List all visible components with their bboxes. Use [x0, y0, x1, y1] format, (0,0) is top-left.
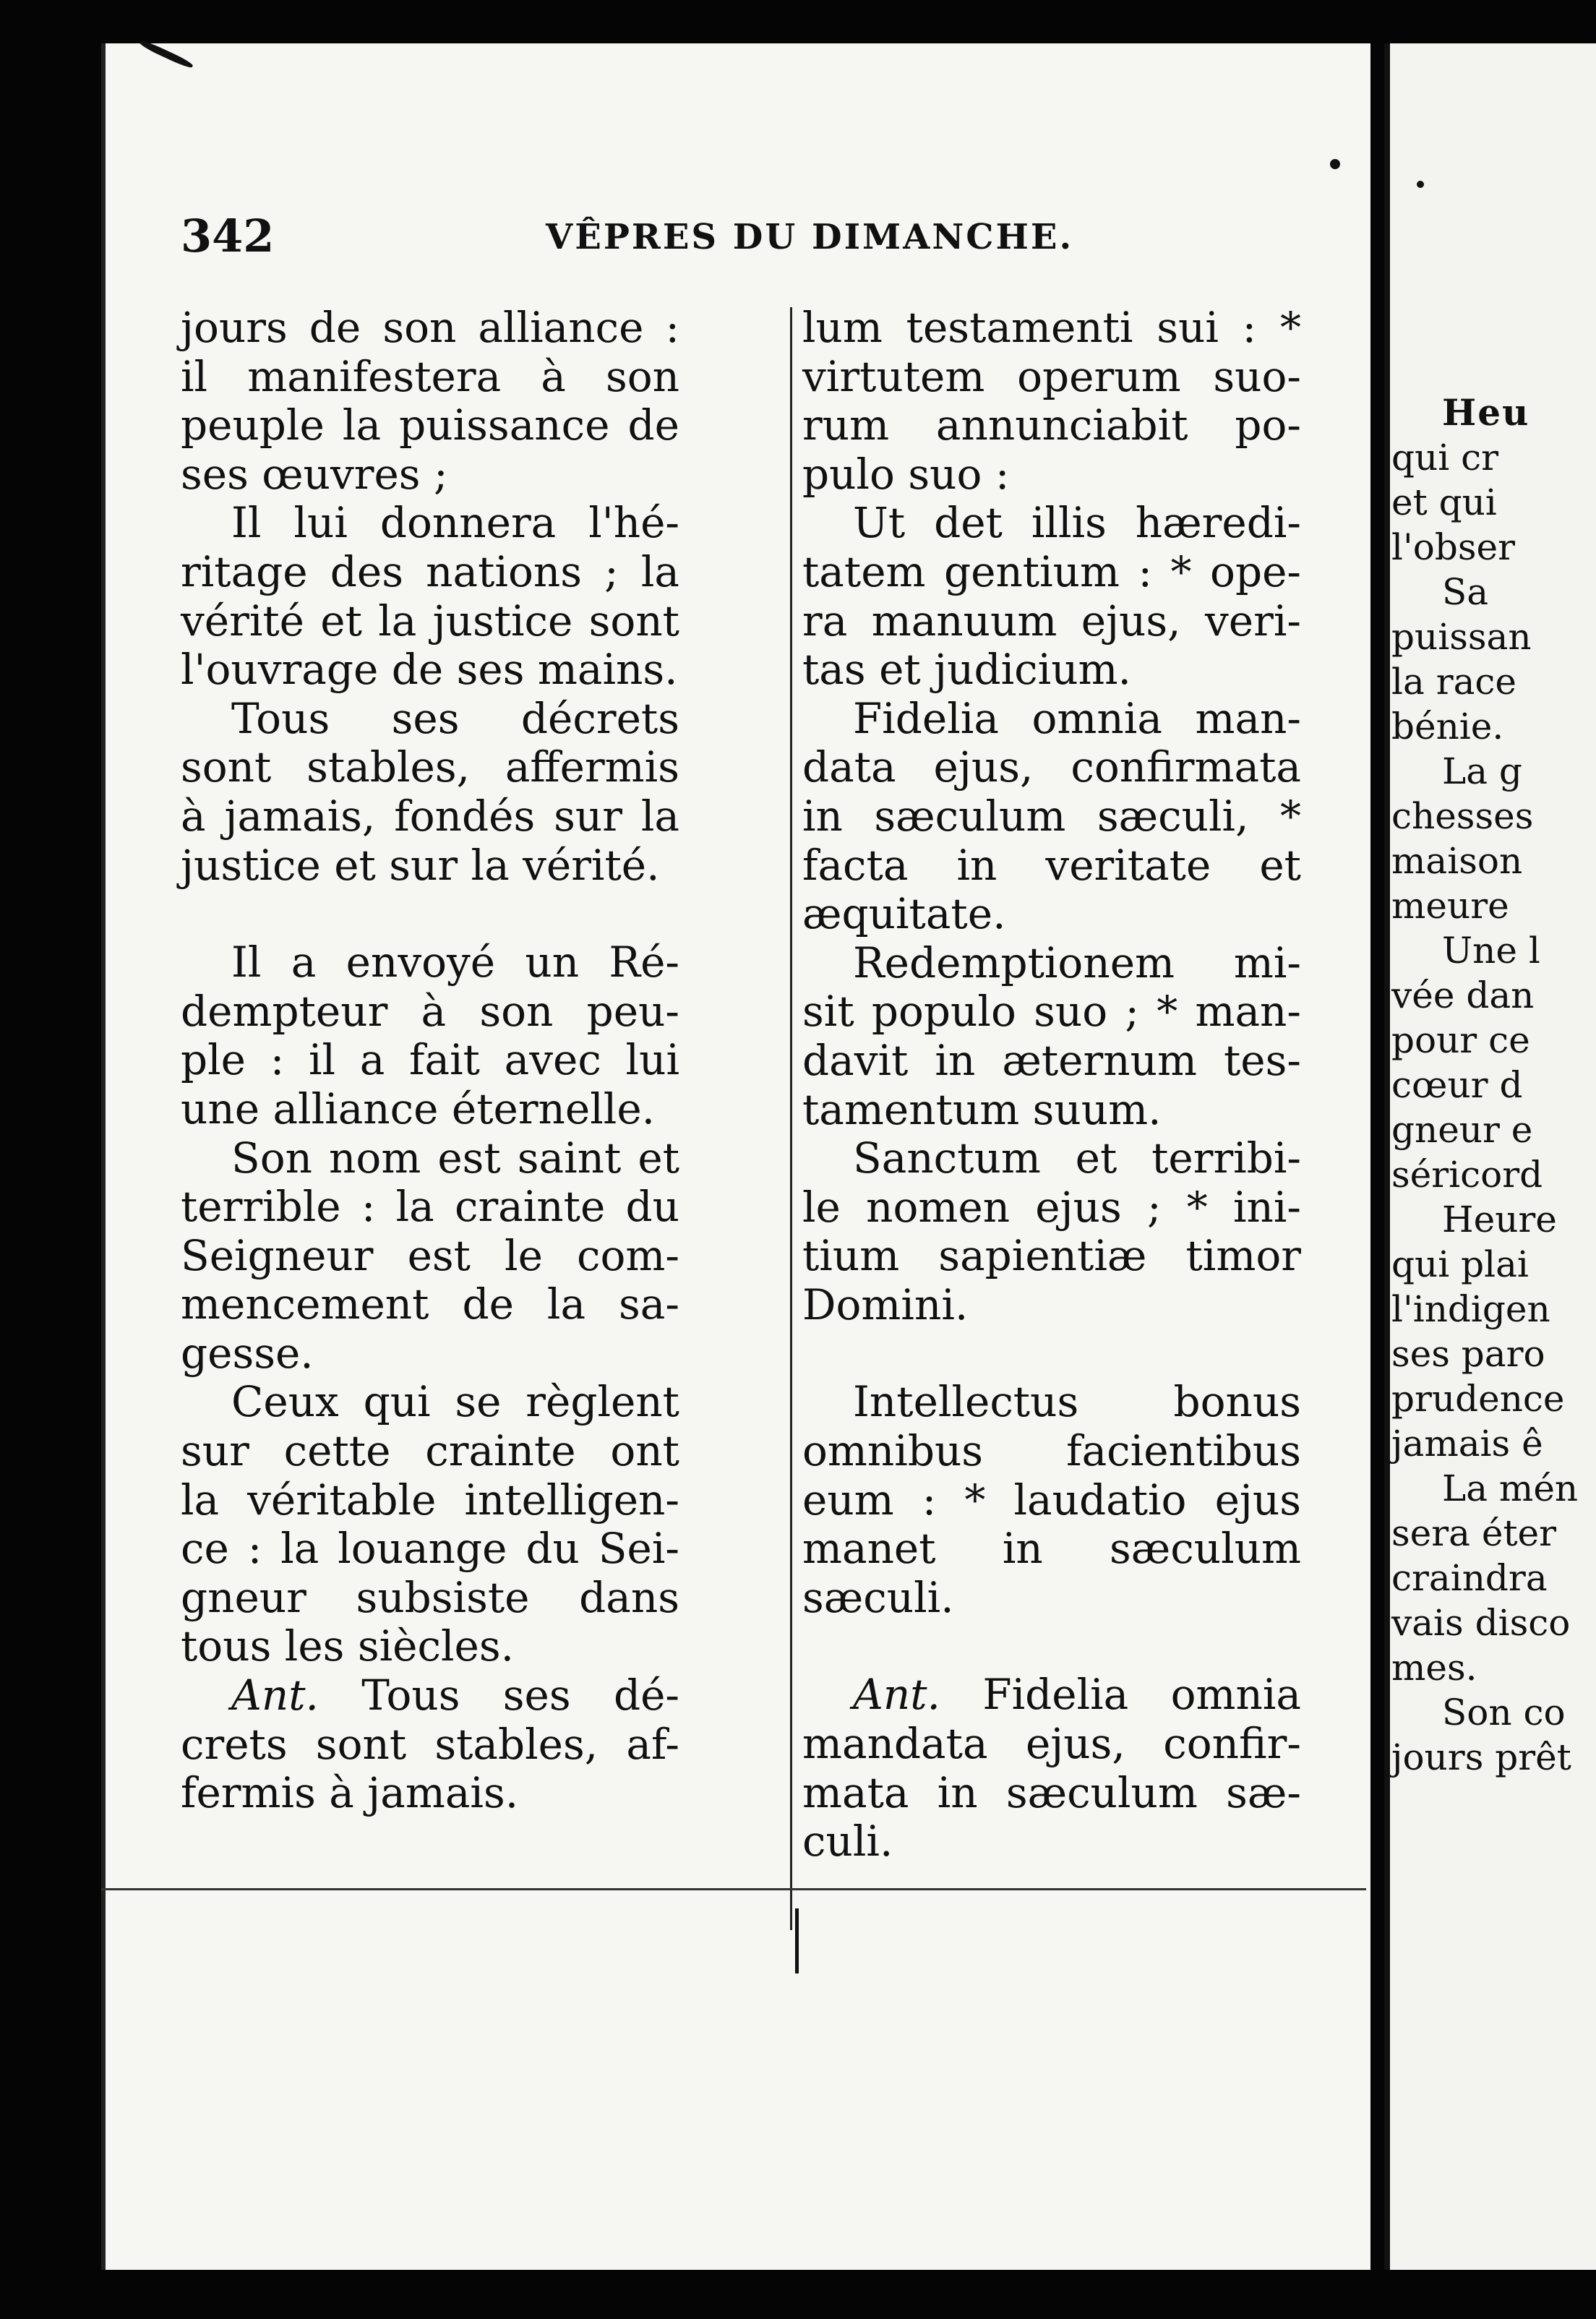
text-line: le nomen ejus ; * ini-	[802, 1182, 1301, 1232]
text-line: manet in sæculum	[802, 1524, 1301, 1574]
text-line: Heure	[1442, 1199, 1557, 1240]
ink-speck	[1330, 159, 1340, 169]
text-line: Ut det illis hæredi-	[853, 498, 1301, 548]
text-line: Intellectus bonus	[853, 1377, 1301, 1427]
text-line: terrible : la crainte du	[181, 1182, 679, 1232]
text-line: ce : la louange du Sei-	[181, 1524, 679, 1574]
text-line: tatem gentium : * ope-	[802, 546, 1301, 596]
text-line: craindra	[1391, 1557, 1548, 1599]
text-line: Il lui donnera l'hé-	[231, 498, 679, 548]
text-line: Domini.	[802, 1279, 969, 1329]
running-head: VÊPRES DU DIMANCHE.	[546, 217, 1074, 257]
text-line: omnibus facientibus	[802, 1426, 1301, 1476]
stanza-gap	[802, 1329, 1301, 1378]
text-line: dempteur à son peu-	[181, 986, 679, 1036]
text-line: et qui	[1391, 481, 1497, 523]
text-line: Fidelia omnia man-	[853, 693, 1301, 743]
text-line: il manifestera à son	[181, 351, 679, 401]
column-divider	[790, 307, 792, 1930]
text-line: Sanctum et terribi-	[853, 1133, 1301, 1183]
text-line: gesse.	[181, 1328, 314, 1378]
text-line: sera éter	[1391, 1512, 1557, 1554]
text-line: fermis à jamais.	[181, 1768, 519, 1818]
text-line: l'ouvrage de ses mains.	[181, 645, 678, 695]
text-line: jours de son alliance :	[181, 303, 679, 352]
stanza-gap	[181, 890, 679, 938]
text-line: Son nom est saint et	[231, 1133, 679, 1183]
page-bottom-rule	[101, 1888, 1366, 1890]
text-line: davit in æternum tes-	[802, 1035, 1301, 1085]
text-line: gneur e	[1391, 1109, 1533, 1151]
text-line: facta in veritate et	[802, 840, 1301, 890]
text-line: jamais ê	[1391, 1423, 1543, 1465]
text-line: l'indigen	[1391, 1288, 1550, 1330]
text-line: Son co	[1442, 1692, 1566, 1733]
text-line: qui plai	[1391, 1243, 1529, 1285]
antiphon-marker: Ant.	[853, 1670, 940, 1720]
text-line: tamentum suum.	[802, 1084, 1162, 1134]
text-line: pour ce	[1391, 1019, 1530, 1061]
text-line: séricord	[1391, 1154, 1543, 1196]
text-line: sæculi.	[802, 1572, 954, 1622]
text-line: virtutem operum suo-	[802, 351, 1301, 401]
text-line: chesses	[1391, 795, 1534, 837]
text-line: pulo suo :	[802, 449, 1010, 499]
text-line: la race	[1391, 661, 1516, 703]
text-line: Heu	[1442, 391, 1530, 434]
text-line: sit populo suo ; * man-	[802, 987, 1301, 1037]
text-line: justice et sur la vérité.	[181, 840, 660, 890]
text-line: bénie.	[1391, 706, 1504, 747]
text-line: ses œuvres ;	[181, 449, 448, 499]
latin-column	[802, 304, 1301, 1866]
text-line: mes.	[1391, 1647, 1477, 1689]
text-line: gneur subsiste dans	[181, 1572, 679, 1622]
ink-speck	[1417, 181, 1424, 188]
text-line: Sa	[1442, 571, 1489, 613]
text-line: eum : * laudatio ejus	[802, 1475, 1301, 1525]
text-line: lum testamenti sui : *	[802, 303, 1301, 352]
text-line: Une l	[1442, 930, 1540, 972]
column-divider-tail	[795, 1908, 799, 1973]
page-number: 342	[181, 210, 275, 262]
text-line: puissan	[1391, 616, 1532, 658]
text-line: l'obser	[1391, 526, 1515, 568]
text-line: peuple la puissance de	[181, 400, 679, 450]
text-line: Ant. Tous ses dé-	[231, 1671, 679, 1720]
text-line: meure	[1391, 885, 1509, 927]
text-line: Seigneur est le com-	[181, 1230, 679, 1280]
text-line: mandata ejus, confir-	[802, 1719, 1301, 1769]
text-line: la véritable intelligen-	[181, 1475, 679, 1525]
text-line: ritage des nations ; la	[181, 546, 679, 596]
text-line: sur cette crainte ont	[181, 1426, 679, 1476]
text-line: Tous ses décrets	[231, 693, 679, 743]
text-line: ses paro	[1391, 1333, 1545, 1375]
text-line: in sæculum sæculi, *	[802, 791, 1301, 841]
text-line: Redemptionem mi-	[853, 938, 1301, 987]
text-line: tas et judicium.	[802, 645, 1131, 695]
text-line: Ceux qui se règlent	[231, 1377, 679, 1427]
text-line: tous les siècles.	[181, 1621, 515, 1671]
text-line: ra manuum ejus, veri-	[802, 596, 1301, 646]
text-line: mencement de la sa-	[181, 1279, 679, 1329]
text-line: La mén	[1442, 1467, 1579, 1509]
text-line: crets sont stables, af-	[181, 1719, 679, 1769]
text-line: vérité et la justice sont	[181, 596, 679, 646]
text-line: prudence	[1391, 1378, 1565, 1420]
text-line: Ant. Fidelia omnia	[853, 1670, 1301, 1720]
text-line: mata in sæculum sæ-	[802, 1767, 1301, 1817]
text-line: vée dan	[1391, 974, 1535, 1016]
text-line: ple : il a fait avec lui	[181, 1035, 679, 1085]
text-line: culi.	[802, 1817, 893, 1866]
text-line: Il a envoyé un Ré-	[231, 938, 679, 987]
text-line: tium sapientiæ timor	[802, 1231, 1301, 1281]
text-line: rum annunciabit po-	[802, 400, 1301, 450]
antiphon-marker: Ant.	[231, 1671, 319, 1720]
text-line: data ejus, confirmata	[802, 742, 1301, 792]
text-line: La g	[1442, 750, 1522, 792]
text-line: maison	[1391, 840, 1523, 882]
french-column	[181, 304, 679, 1818]
text-line: jours prêt	[1391, 1736, 1571, 1778]
text-line: cœur d	[1391, 1064, 1523, 1106]
text-line: vais disco	[1391, 1602, 1571, 1644]
text-line: qui cr	[1391, 437, 1498, 479]
stanza-gap	[802, 1622, 1301, 1671]
text-line: sont stables, affermis	[181, 742, 679, 792]
facing-page-column	[1391, 390, 1596, 1780]
text-line: une alliance éternelle.	[181, 1084, 656, 1133]
text-line: æquitate.	[802, 889, 1006, 939]
text-line: à jamais, fondés sur la	[181, 791, 679, 841]
